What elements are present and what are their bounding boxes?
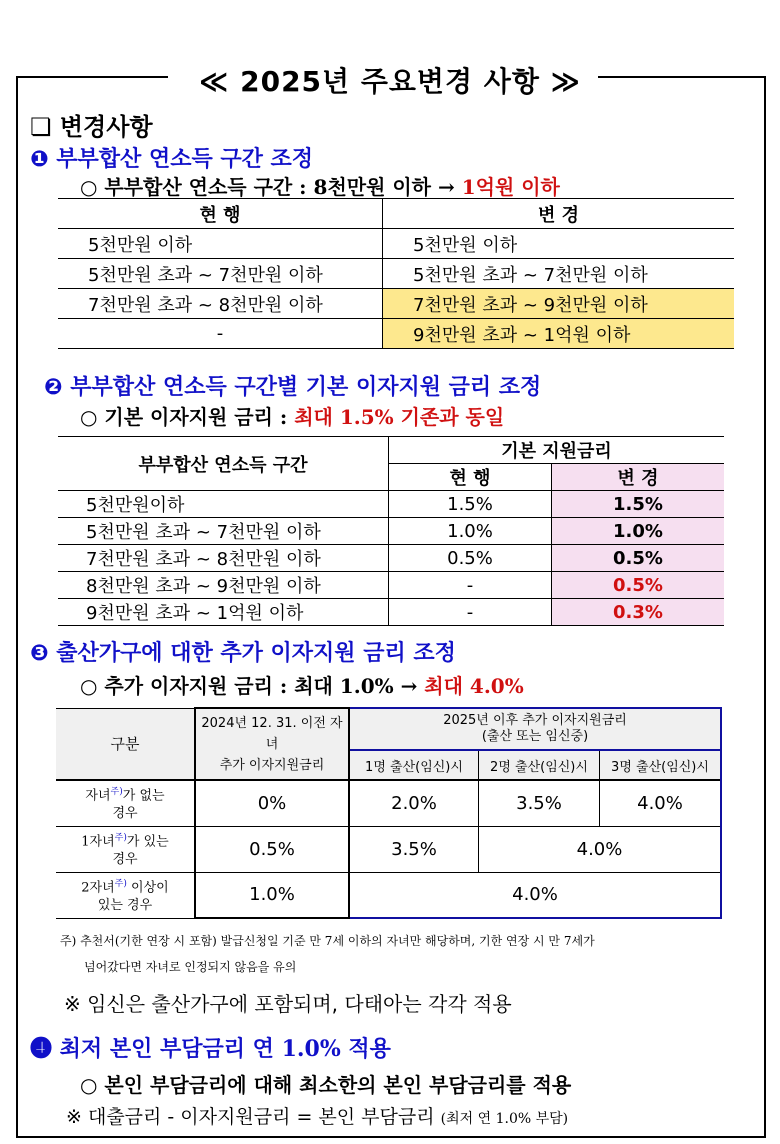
table-cell: 1.0%: [389, 518, 552, 545]
table-cell: 0%: [195, 780, 349, 826]
section-3-bullet: ○ 추가 이자지원 금리 : 최대 1.0% → 최대 4.0%: [80, 674, 524, 698]
section-4-remark: ※ 대출금리 - 이자지원금리 = 본인 부담금리 (최저 연 1.0% 부담): [66, 1106, 569, 1128]
table-cell: 8천만원 초과 ~ 9천만원 이하: [58, 572, 389, 599]
table-cell: 1.0%: [195, 872, 349, 918]
col-after-2025: 2025년 이후 추가 이자지원금리 (출산 또는 임신중): [349, 708, 721, 750]
table-cell: 0.5%: [552, 545, 725, 572]
section-2-bullet: ○ 기본 이자지원 금리 : 최대 1.5% 기존과 동일: [80, 405, 505, 429]
table-cell: 5천만원 초과 ~ 7천만원 이하: [58, 259, 383, 289]
section-2-title: ❷ 부부합산 연소득 구간별 기본 이자지원 금리 조정: [44, 375, 542, 400]
table-cell: 5천만원 이하: [383, 229, 735, 259]
table-cell: -: [389, 572, 552, 599]
section-2-table: [58, 436, 724, 626]
col-birth-1: 1명 출산(임신)시: [349, 750, 479, 780]
col-current: 현 행: [389, 464, 552, 491]
col-division: 구분: [56, 708, 195, 780]
row-label-no-child: 자녀$^{주)}$가 없는 경우: [56, 780, 195, 826]
col-before-2025: 2024년 12. 31. 이전 자녀 추가 이자지원금리: [195, 708, 349, 780]
table-cell-highlight: 7천만원 초과 ~ 9천만원 이하: [383, 289, 735, 319]
section-3-title: ❸ 출산가구에 대한 추가 이자지원 금리 조정: [30, 641, 456, 666]
table-cell: 9천만원 초과 ~ 1억원 이하: [58, 599, 389, 626]
section-3-remark: ※ 임신은 출산가구에 포함되며, 다태아는 각각 적용: [64, 992, 512, 1016]
footnote-line-2: 넘어갔다면 자녀로 인정되지 않음을 유의: [84, 960, 297, 974]
col-range: 부부합산 연소득 구간: [58, 437, 389, 491]
page-title: ≪ 2025년 주요변경 사항 ≫: [0, 60, 780, 100]
col-change: 변 경: [552, 464, 725, 491]
section-1-title: ❶ 부부합산 연소득 구간 조정: [30, 147, 314, 172]
table-cell: 2.0%: [349, 780, 479, 826]
table-cell: 5천만원 초과 ~ 7천만원 이하: [58, 518, 389, 545]
table-cell: 3.5%: [479, 780, 600, 826]
table-cell: 5천만원이하: [58, 491, 389, 518]
col-change: 변 경: [383, 199, 735, 229]
col-current: 현 행: [58, 199, 383, 229]
table-cell: 1.0%: [552, 518, 725, 545]
col-birth-3: 3명 출산(임신)시: [600, 750, 722, 780]
section-4-bullet: ○ 본인 부담금리에 대해 최소한의 본인 부담금리를 적용: [80, 1073, 572, 1097]
section-1-bullet: ○ 부부합산 연소득 구간 : 8천만원 이하 → 1억원 이하: [80, 175, 560, 199]
table-cell: 0.5%: [389, 545, 552, 572]
table-cell: -: [58, 319, 383, 349]
section-3-table: [56, 707, 722, 919]
section-1-table: [58, 198, 734, 349]
table-cell: -: [389, 599, 552, 626]
section-4-title: ❹ 최저 본인 부담금리 연 1.0% 적용: [30, 1036, 391, 1062]
col-base-rate: 기본 지원금리: [389, 437, 725, 464]
table-cell: 5천만원 이하: [58, 229, 383, 259]
table-cell: 5천만원 초과 ~ 7천만원 이하: [383, 259, 735, 289]
footnote-line-1: 주) 추천서(기한 연장 시 포함) 발급신청일 기준 만 7세 이하의 자녀만 해당하며, 기한 연장 시 만 7세가: [60, 934, 595, 948]
table-cell: 1.5%: [389, 491, 552, 518]
table-cell: 0.3%: [552, 599, 725, 626]
table-cell: 7천만원 초과 ~ 8천만원 이하: [58, 545, 389, 572]
table-cell: 0.5%: [552, 572, 725, 599]
table-cell: 4.0%: [349, 872, 721, 918]
table-cell: 4.0%: [479, 826, 722, 872]
row-label-one-child: 1자녀$^{주)}$가 있는 경우: [56, 826, 195, 872]
table-cell: 0.5%: [195, 826, 349, 872]
row-label-two-children: 2자녀$^{주)}$ 이상이 있는 경우: [56, 872, 195, 918]
section-heading: ❏ 변경사항: [30, 113, 153, 141]
table-cell: 1.5%: [552, 491, 725, 518]
col-birth-2: 2명 출산(임신)시: [479, 750, 600, 780]
table-cell-highlight: 9천만원 초과 ~ 1억원 이하: [383, 319, 735, 349]
table-cell: 7천만원 초과 ~ 8천만원 이하: [58, 289, 383, 319]
table-cell: 4.0%: [600, 780, 722, 826]
table-cell: 3.5%: [349, 826, 479, 872]
